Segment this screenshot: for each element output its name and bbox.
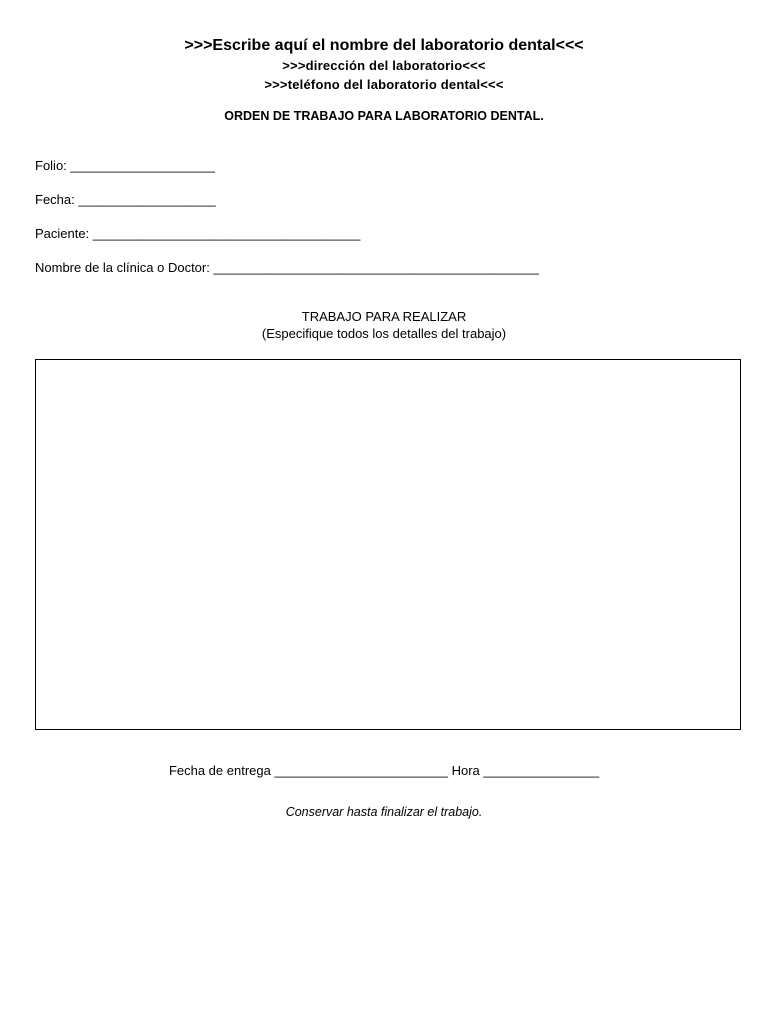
delivery-date-time-line: Fecha de entrega ________________________ Hora ________________ bbox=[168, 763, 600, 778]
lab-name-heading: >>>Escribe aquí el nombre del laboratorio dental<<< bbox=[184, 37, 584, 54]
work-section-title: TRABAJO PARA REALIZAR bbox=[301, 309, 467, 324]
lab-phone: >>>teléfono del laboratorio dental<<< bbox=[264, 77, 504, 92]
keep-note: Conservar hasta finalizar el trabajo. bbox=[285, 805, 483, 819]
folio-field: Folio: ____________________ bbox=[35, 158, 216, 173]
fecha-field: Fecha: ___________________ bbox=[35, 192, 216, 207]
document-title: ORDEN DE TRABAJO PARA LABORATORIO DENTAL. bbox=[224, 109, 544, 123]
lab-address: >>>dirección del laboratorio<<< bbox=[282, 58, 486, 73]
clinica-doctor-field: Nombre de la clínica o Doctor: _____________________________________________ bbox=[35, 260, 539, 275]
work-section-subtitle: (Especifique todos los detalles del trabajo) bbox=[261, 326, 507, 341]
work-details-box bbox=[35, 359, 741, 730]
paciente-field: Paciente: _____________________________________ bbox=[35, 226, 361, 241]
